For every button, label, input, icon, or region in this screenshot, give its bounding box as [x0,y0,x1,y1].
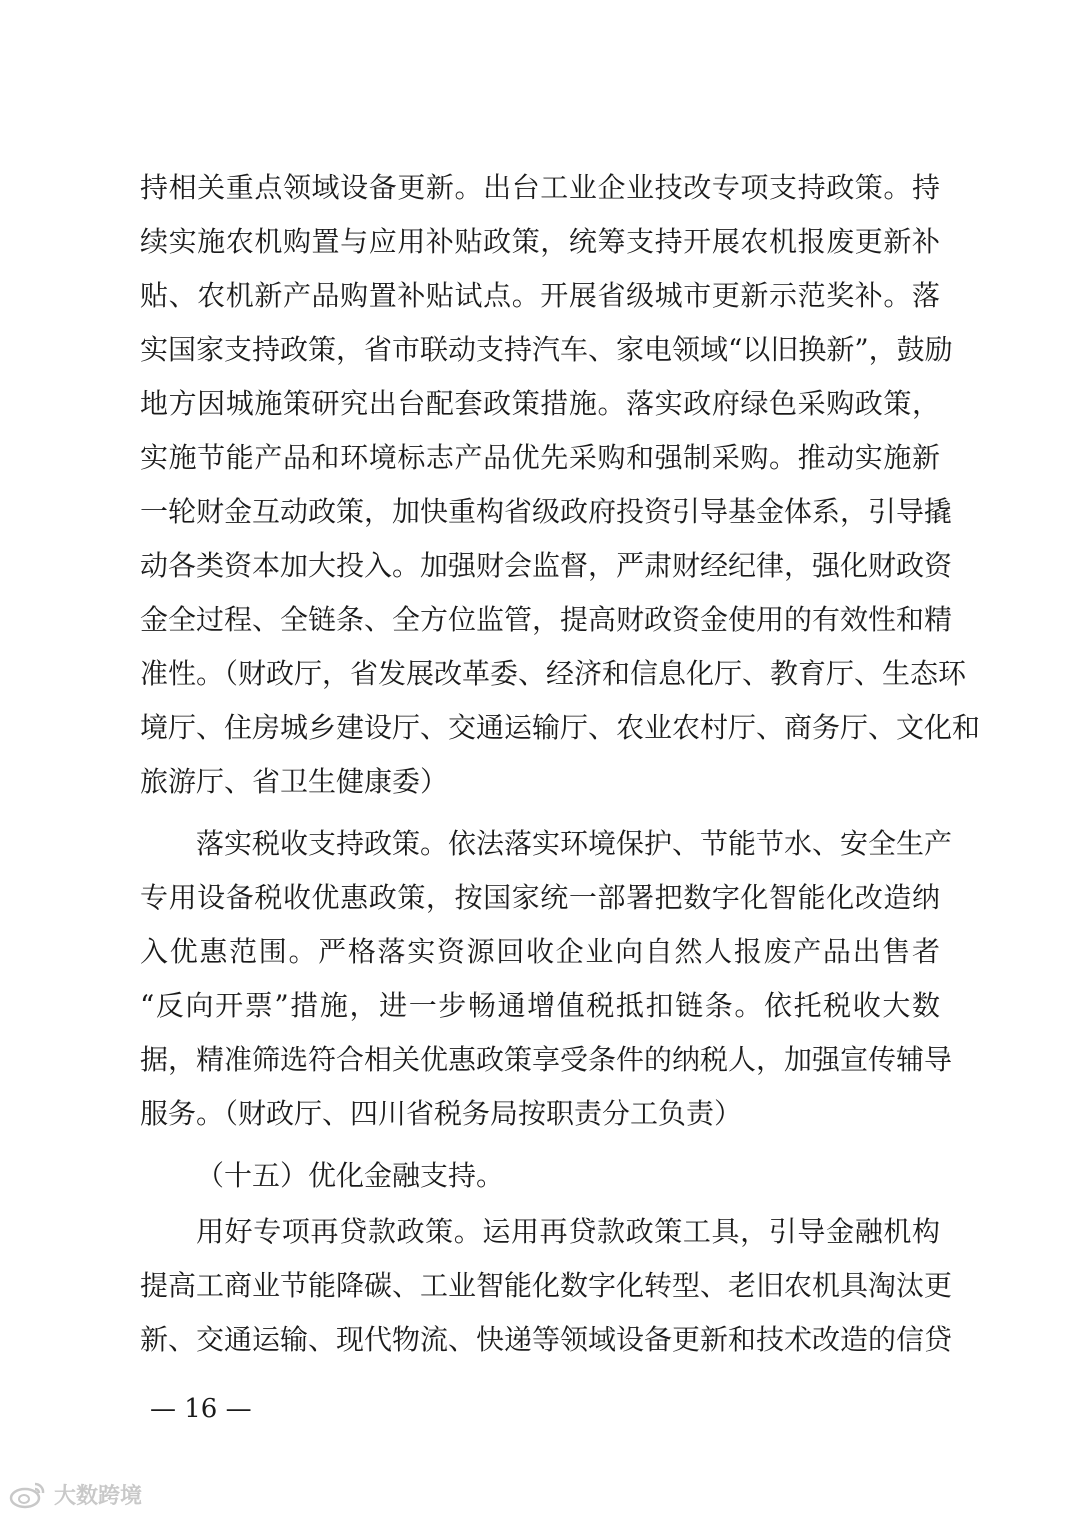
weibo-logo-icon [8,1479,48,1509]
text-line: 境厅、住房城乡建设厅、交通运输厅、农业农村厅、商务厅、文化和 [140,711,981,744]
text-line: 专用设备税收优惠政策，按国家统一部署把数字化智能化改造纳 [140,881,940,914]
text-line: 地方因城施策研究出台配套政策措施。落实政府绿色采购政策， [140,387,940,420]
text-line: 续实施农机购置与应用补贴政策，统筹支持开展农机报废更新补 [140,225,940,258]
paragraph-first-line: 落实税收支持政策。依法落实环境保护、节能节水、安全生产 [196,827,953,860]
watermark-text: 大数跨境 [54,1483,143,1509]
text-line: 服务。（财政厅、四川省税务局按职责分工负责） [140,1097,743,1130]
text-line: 持相关重点领域设备更新。出台工业企业技改专项支持政策。持 [140,171,940,204]
text-line: 提高工商业节能降碳、工业智能化数字化转型、老旧农机具淘汰更 [140,1269,953,1302]
section-heading: （十五）优化金融支持。 [196,1159,505,1192]
paragraph-first-line: 用好专项再贷款政策。运用再贷款政策工具，引导金融机构 [196,1215,940,1248]
text-line: 一轮财金互动政策，加快重构省级政府投资引导基金体系，引导撬 [140,495,953,528]
text-line: 新、交通运输、现代物流、快递等领域设备更新和技术改造的信贷 [140,1323,953,1356]
text-line: 贴、农机新产品购置补贴试点。开展省级城市更新示范奖补。落 [140,279,940,312]
text-line: 据，精准筛选符合相关优惠政策享受条件的纳税人，加强宣传辅导 [140,1043,953,1076]
watermark [8,1476,142,1512]
text-line: 实国家支持政策，省市联动支持汽车、家电领域“以旧换新”，鼓励 [140,333,953,366]
page-number: — 16 — [150,1394,252,1424]
text-line: 实施节能产品和环境标志产品优先采购和强制采购。推动实施新 [140,441,940,474]
text-line: 金全过程、全链条、全方位监管，提高财政资金使用的有效性和精 [140,603,953,636]
text-line: “反向开票”措施，进一步畅通增值税抵扣链条。依托税收大数 [140,989,940,1022]
text-line: 准性。（财政厅，省发展改革委、经济和信息化厅、教育厅、生态环 [140,657,967,690]
text-line: 入优惠范围。严格落实资源回收企业向自然人报废产品出售者 [140,935,940,968]
text-line: 动各类资本加大投入。加强财会监督，严肃财经纪律，强化财政资 [140,549,953,582]
text-line: 旅游厅、省卫生健康委） [140,765,449,798]
